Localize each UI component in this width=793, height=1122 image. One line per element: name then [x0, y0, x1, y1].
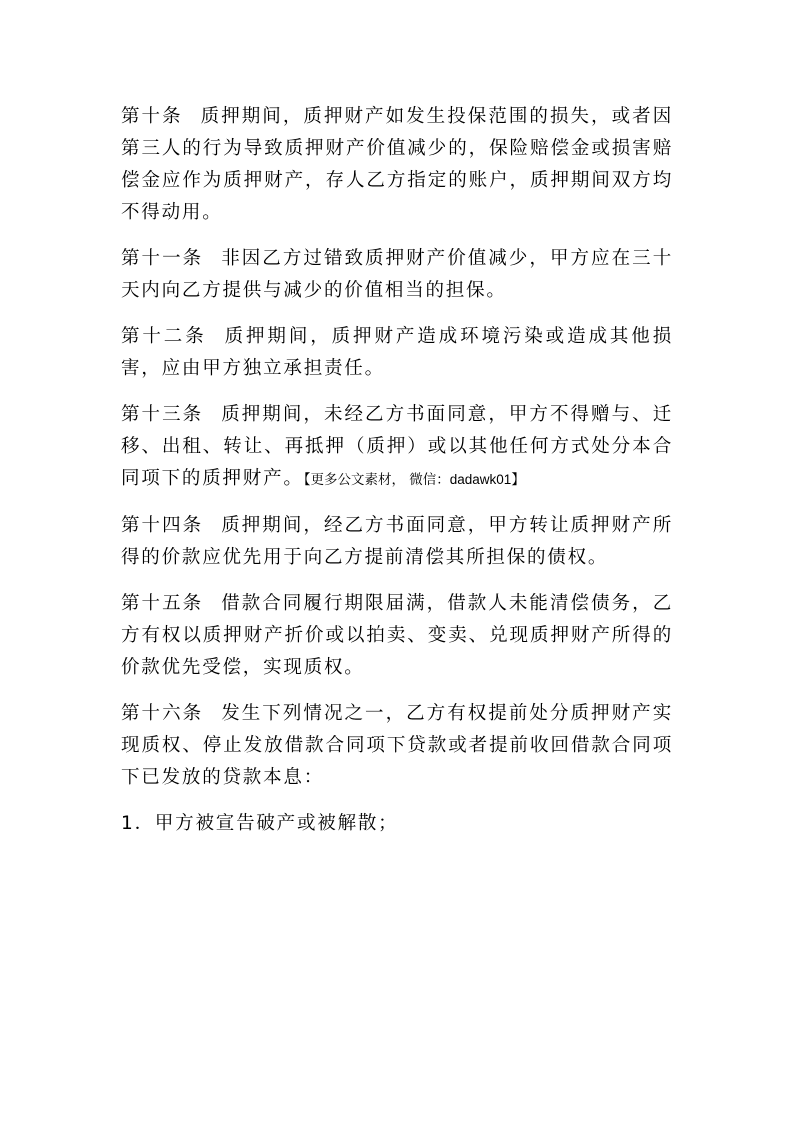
document-page: [121, 101, 673, 840]
list-item: [121, 808, 673, 840]
article-text: 质押期间，质押财产如发生投保范围的损失，或者因第三人的行为导致质押财产价值减少的，保险赔偿金或损害赔偿金应作为质押财产，存人乙方指定的账户，质押期间双方均不得动用。: [121, 106, 674, 223]
promo-note-prefix: 【更多公文素材， 微信：: [303, 472, 450, 488]
promo-note-suffix: 】: [511, 472, 525, 488]
promo-note-code: dadawk01: [449, 472, 512, 487]
list-item-text: 甲方被宣告破产或被解散；: [154, 813, 399, 834]
article-10: [121, 101, 673, 229]
article-15: [121, 588, 673, 684]
article-text: 质押期间，质押财产造成环境污染或造成其他损害，应由甲方独立承担责任。: [121, 326, 673, 379]
article-number: 第十三条: [121, 404, 204, 425]
article-text: 发生下列情况之一，乙方有权提前处分质押财产实现质权、停止发放借款合同项下贷款或者提前收回借款合同项下已发放的贷款本息：: [121, 703, 674, 788]
article-number: 第十二条: [121, 326, 207, 347]
article-number: 第十五条: [121, 593, 204, 614]
article-number: 第十条: [121, 106, 183, 127]
article-number: 第十一条: [121, 248, 204, 269]
article-text: 质押期间，经乙方书面同意，甲方转让质押财产所得的价款应优先用于向乙方提前清偿其所担保的债权。: [121, 515, 674, 568]
article-16: [121, 698, 673, 794]
article-11: [121, 243, 673, 307]
article-text: 质押期间，未经乙方书面同意，甲方不得赠与、迁移、出租、转让、再抵押（质押）或以其他任何方式处分本合同项下的质押财产。: [121, 404, 674, 489]
article-12: [121, 321, 673, 385]
article-number: 第十四条: [121, 515, 204, 536]
article-text: 借款合同履行期限届满，借款人未能清偿债务，乙方有权以质押财产折价或以拍卖、变卖、兑现质押财产所得的价款优先受偿，实现质权。: [121, 593, 674, 678]
article-text: 非因乙方过错致质押财产价值减少，甲方应在三十天内向乙方提供与减少的价值相当的担保。: [121, 248, 674, 301]
promo-note: [304, 472, 525, 488]
article-number: 第十六条: [121, 703, 204, 724]
list-item-marker: 1．: [121, 813, 155, 834]
article-14: [121, 510, 673, 574]
article-13: [121, 399, 673, 496]
